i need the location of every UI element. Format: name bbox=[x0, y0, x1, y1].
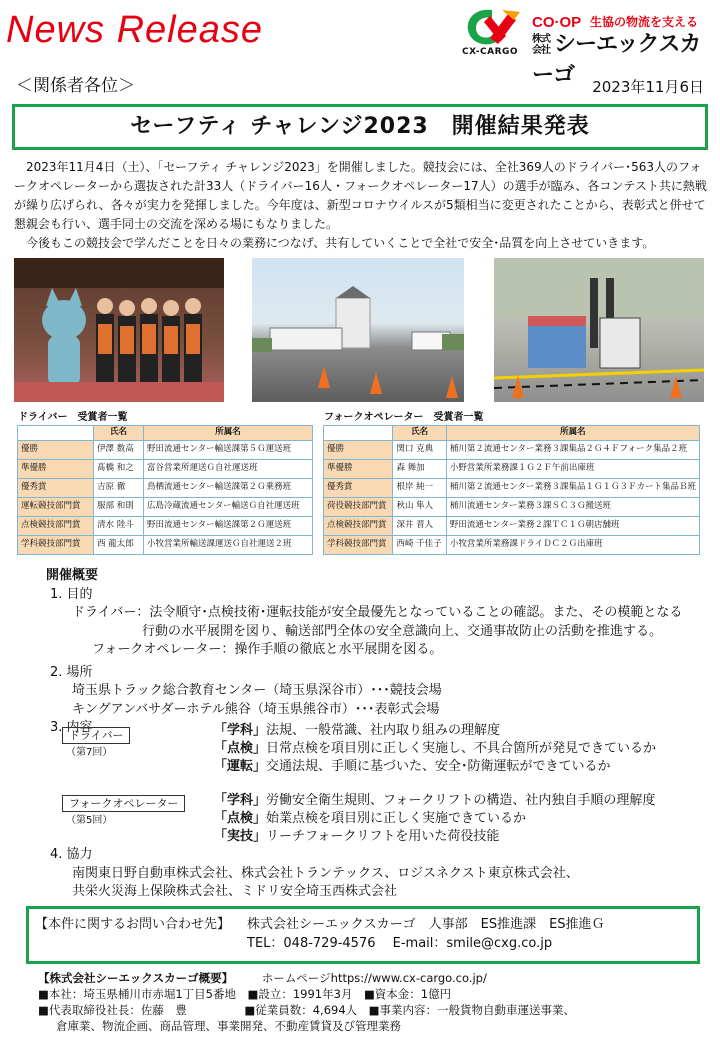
winner-affiliation: 野田流通センター輸送課第２Ｇ運送班 bbox=[144, 517, 313, 536]
driver-content-list bbox=[214, 722, 656, 776]
winner-name: 吉原 徹 bbox=[94, 479, 144, 498]
ceremony-scene-icon bbox=[14, 258, 224, 402]
page-title: セーフティ チャレンジ2023 開催結果発表 bbox=[130, 113, 590, 139]
winner-name: 深井 晋人 bbox=[393, 517, 446, 536]
company-profile bbox=[38, 970, 718, 1034]
winner-name: 西 龍太郎 bbox=[94, 536, 144, 555]
purpose-driver-text-2: 行動の水平展開を図り、輸送部門全体の安全意識向上、交通事故防止の活動を推進する。 bbox=[142, 623, 663, 639]
item-tag: 「実技」 bbox=[214, 829, 267, 844]
winner-name: 西崎 千佳子 bbox=[393, 536, 446, 555]
award-ceremony-photo bbox=[14, 258, 224, 402]
list-item bbox=[214, 758, 656, 776]
table-row bbox=[324, 479, 700, 498]
cooperation-line-1: 南関東日野自動車株式会社、株式会社トランテックス、ロジスネクスト東京株式会社、 bbox=[72, 865, 579, 881]
title-box bbox=[12, 104, 708, 150]
table-row bbox=[18, 517, 313, 536]
profile-line-3: 倉庫業、物流企画、商品管理、事業開発、不動産賃貸及び管理業務 bbox=[56, 1019, 401, 1033]
item-text: 法規、一般常識、社内取り組みの理解度 bbox=[266, 723, 501, 738]
logo-tagline: 生協の物流を支える bbox=[590, 15, 699, 29]
driver-round: （第7回） bbox=[66, 747, 113, 758]
winner-affiliation: 桶川第２流通センター業務３課集品１Ｇ１Ｇ３Ｆカート集品Ｂ班 bbox=[446, 479, 699, 498]
competition-venue-photo bbox=[252, 258, 464, 402]
winner-affiliation: 小牧営業所業務課ドライＤＣ２Ｇ出庫班 bbox=[446, 536, 699, 555]
section-purpose-title: 1. 目的 bbox=[50, 586, 93, 602]
item-tag: 「点検」 bbox=[214, 741, 267, 756]
winner-affiliation: 小野営業所業務課１Ｇ２Ｆ午前出庫班 bbox=[446, 460, 699, 479]
table-header-cell bbox=[324, 426, 393, 441]
table-row bbox=[18, 441, 313, 460]
fork-content-list bbox=[214, 792, 655, 846]
profile-title-row bbox=[38, 970, 718, 986]
winner-affiliation: 広島冷蔵流通センター輸送Ｇ自社運送班 bbox=[144, 498, 313, 517]
list-item bbox=[214, 810, 655, 828]
winner-affiliation: 小牧営業所輸送課運送Ｇ自社運送２班 bbox=[144, 536, 313, 555]
list-item bbox=[214, 722, 656, 740]
item-tag: 「学科」 bbox=[214, 723, 267, 738]
winner-affiliation: 富谷営業所運送Ｇ自社運送班 bbox=[144, 460, 313, 479]
table-row bbox=[324, 460, 700, 479]
section-content-title: 3. 内容 bbox=[50, 720, 93, 735]
item-text: 始業点検を項目別に正しく実施できているか bbox=[266, 811, 527, 826]
table-row bbox=[18, 479, 313, 498]
award-category: 優勝 bbox=[18, 441, 94, 460]
winner-affiliation: 野田流通センター輸送課第５Ｇ運送班 bbox=[144, 441, 313, 460]
venue-line-2: キングアンバサダーホテル熊谷（埼玉県熊谷市）･･･表彰式会場 bbox=[72, 701, 440, 717]
section-cooperation-title: 4. 協力 bbox=[50, 847, 93, 862]
award-category: 学科競技部門賞 bbox=[18, 536, 94, 555]
intro-paragraph-2: 今後もこの競技会で学んだことを日々の業務につなげ、共有していくことで全社で安全･品質を向上させていきます。 bbox=[26, 236, 655, 250]
award-category: 点検競技部門賞 bbox=[324, 517, 393, 536]
profile-title: 【株式会社シーエックスカーゴ概要】 bbox=[38, 971, 228, 985]
award-category: 優勝 bbox=[324, 441, 393, 460]
list-item bbox=[214, 792, 655, 810]
company-name-text: シーエックスカーゴ bbox=[532, 32, 701, 88]
contact-row bbox=[35, 934, 697, 953]
cooperation-section bbox=[46, 846, 706, 902]
purpose-driver-label: ドライバー： bbox=[72, 605, 150, 620]
profile-homepage: ホームページhttps://www.cx-cargo.co.jp/ bbox=[261, 971, 487, 985]
table-row bbox=[324, 536, 700, 555]
winner-name: 髙橋 和之 bbox=[94, 460, 144, 479]
table-row bbox=[324, 498, 700, 517]
item-text: 交通法規、手順に基づいた、安全･防衛運転ができているか bbox=[266, 759, 611, 774]
profile-line-1: ■本社：埼玉県桶川市赤堀1丁目5番地 ■設立：1991年3月 ■資本金：1億円 bbox=[38, 987, 452, 1001]
item-text: リーチフォークリフトを用いた荷役技能 bbox=[266, 829, 500, 844]
table-header-cell: 氏名 bbox=[393, 426, 446, 441]
intro-paragraph-1: 2023年11月4日（土）、「セーフティ チャレンジ2023」を開催しました。競技会には、全社369人のドライバー･563人のフォークオペレーターから選抜された計33人（ドライバー16人・フォークオペレーター17人）の選手が臨み、各コンテスト共に熱戦が繰り広げられ、各々が実力を発揮しました。今年度は、新型コロナウイルスが5類相当に変更されたことから、表彰式と併せて懇親会も行い、選手同士の交流を深める場にもなりました。 bbox=[14, 160, 707, 231]
fork-round: （第5回） bbox=[66, 815, 113, 826]
contact-spacer bbox=[35, 934, 247, 953]
award-category: 準優勝 bbox=[18, 460, 94, 479]
winner-name: 服部 和則 bbox=[94, 498, 144, 517]
award-category: 準優勝 bbox=[324, 460, 393, 479]
award-category: 優秀賞 bbox=[324, 479, 393, 498]
winner-affiliation: 野田流通センター業務２課ＴＣ１Ｇ朝店舗班 bbox=[446, 517, 699, 536]
forklift-contest-photo bbox=[494, 258, 704, 402]
item-tag: 「学科」 bbox=[214, 793, 267, 808]
contact-label: 【本件に関するお問い合わせ先】 bbox=[35, 917, 231, 932]
section-venue-title: 2. 場所 bbox=[50, 664, 93, 680]
forklift-scene-icon bbox=[494, 258, 704, 402]
award-category: 点検競技部門賞 bbox=[18, 517, 94, 536]
winner-name: 清水 陸斗 bbox=[94, 517, 144, 536]
intro-text bbox=[14, 158, 708, 253]
driver-category-box: ドライバー bbox=[62, 727, 130, 744]
outline-heading: 開催概要 bbox=[46, 568, 99, 583]
contact-tel-email: TEL：048-729-4576 E-mail：smile@cxg.co.jp bbox=[247, 936, 553, 951]
winner-name: 伊澤 数高 bbox=[94, 441, 144, 460]
winner-name: 秋山 隼人 bbox=[393, 498, 446, 517]
fork-category-box: フォークオペレーター bbox=[62, 795, 185, 812]
driver-awards-table bbox=[17, 425, 313, 555]
venue-line-1: 埼玉県トラック総合教育センター（埼玉県深谷市）･･･競技会場 bbox=[72, 683, 442, 698]
purpose-driver-row bbox=[72, 604, 706, 623]
award-category: 学科競技部門賞 bbox=[324, 536, 393, 555]
table-row bbox=[324, 517, 700, 536]
event-outline bbox=[46, 567, 706, 738]
news-release-title: News Release bbox=[6, 9, 263, 51]
release-date: 2023年11月6日 bbox=[592, 78, 704, 96]
table-header-cell bbox=[18, 426, 94, 441]
winner-affiliation: 桶川流通センター業務３課ＳＣ３Ｇ搬送班 bbox=[446, 498, 699, 517]
item-tag: 「点検」 bbox=[214, 811, 267, 826]
cx-logo-mark-icon bbox=[462, 6, 524, 48]
coop-label: CO·OP bbox=[532, 14, 582, 31]
table-header-cell: 所属名 bbox=[144, 426, 313, 441]
cx-cargo-label: CX-CARGO bbox=[462, 47, 519, 57]
award-category: 優秀賞 bbox=[18, 479, 94, 498]
purpose-fork-text: フォークオペレーター：操作手順の徹底と水平展開を図る。 bbox=[92, 642, 443, 657]
contact-row bbox=[35, 915, 697, 934]
list-item bbox=[214, 740, 656, 758]
table-row bbox=[18, 460, 313, 479]
winner-name: 関口 克典 bbox=[393, 441, 446, 460]
venue-scene-icon bbox=[252, 258, 464, 402]
table-row bbox=[18, 498, 313, 517]
list-item bbox=[214, 828, 655, 846]
award-category: 荷役競技部門賞 bbox=[324, 498, 393, 517]
table-header-row bbox=[324, 426, 700, 441]
item-text: 労働安全衛生規則、フォークリフトの構造、社内独自手順の理解度 bbox=[266, 793, 656, 808]
cooperation-line-2: 共栄火災海上保険株式会社、ミドリ安全埼玉西株式会社 bbox=[72, 884, 398, 899]
purpose-driver-text-1: 法令順守･点検技術･運転技能が安全最優先となっていることの確認。また、その模範となる bbox=[149, 605, 683, 620]
award-category: 運転競技部門賞 bbox=[18, 498, 94, 517]
kabushiki-label: 株式会社 bbox=[532, 34, 550, 56]
table-header-row bbox=[18, 426, 313, 441]
winner-name: 根岸 純一 bbox=[393, 479, 446, 498]
item-text: 日常点検を項目別に正しく実施し、不具合箇所が発見できているか bbox=[266, 741, 657, 756]
fork-awards-table bbox=[323, 425, 700, 555]
table-header-cell: 所属名 bbox=[446, 426, 699, 441]
table-row bbox=[324, 441, 700, 460]
table-row bbox=[18, 536, 313, 555]
winner-affiliation: 桶川第２流通センター業務３課集品２Ｇ４Ｆフォーク集品２班 bbox=[446, 441, 699, 460]
profile-line-2: ■代表取締役社長：佐藤 豊 ■従業員数：4,694人 ■事業内容：一般貨物自動車運送事業、 bbox=[38, 1003, 576, 1017]
addressee: ＜関係者各位＞ bbox=[16, 76, 135, 96]
table-header-cell: 氏名 bbox=[94, 426, 144, 441]
fork-table-title: フォークオペレーター 受賞者一覧 bbox=[324, 412, 484, 423]
winner-name: 森 舞加 bbox=[393, 460, 446, 479]
item-tag: 「運転」 bbox=[214, 759, 267, 774]
winner-affiliation: 鳥栖流通センター輸送課第２Ｇ乗務班 bbox=[144, 479, 313, 498]
contact-dept: 株式会社シーエックスカーゴ 人事部 ES推進課 ES推進Ｇ bbox=[247, 917, 605, 932]
contact-box bbox=[26, 906, 700, 964]
driver-table-title: ドライバー 受賞者一覧 bbox=[18, 412, 128, 423]
